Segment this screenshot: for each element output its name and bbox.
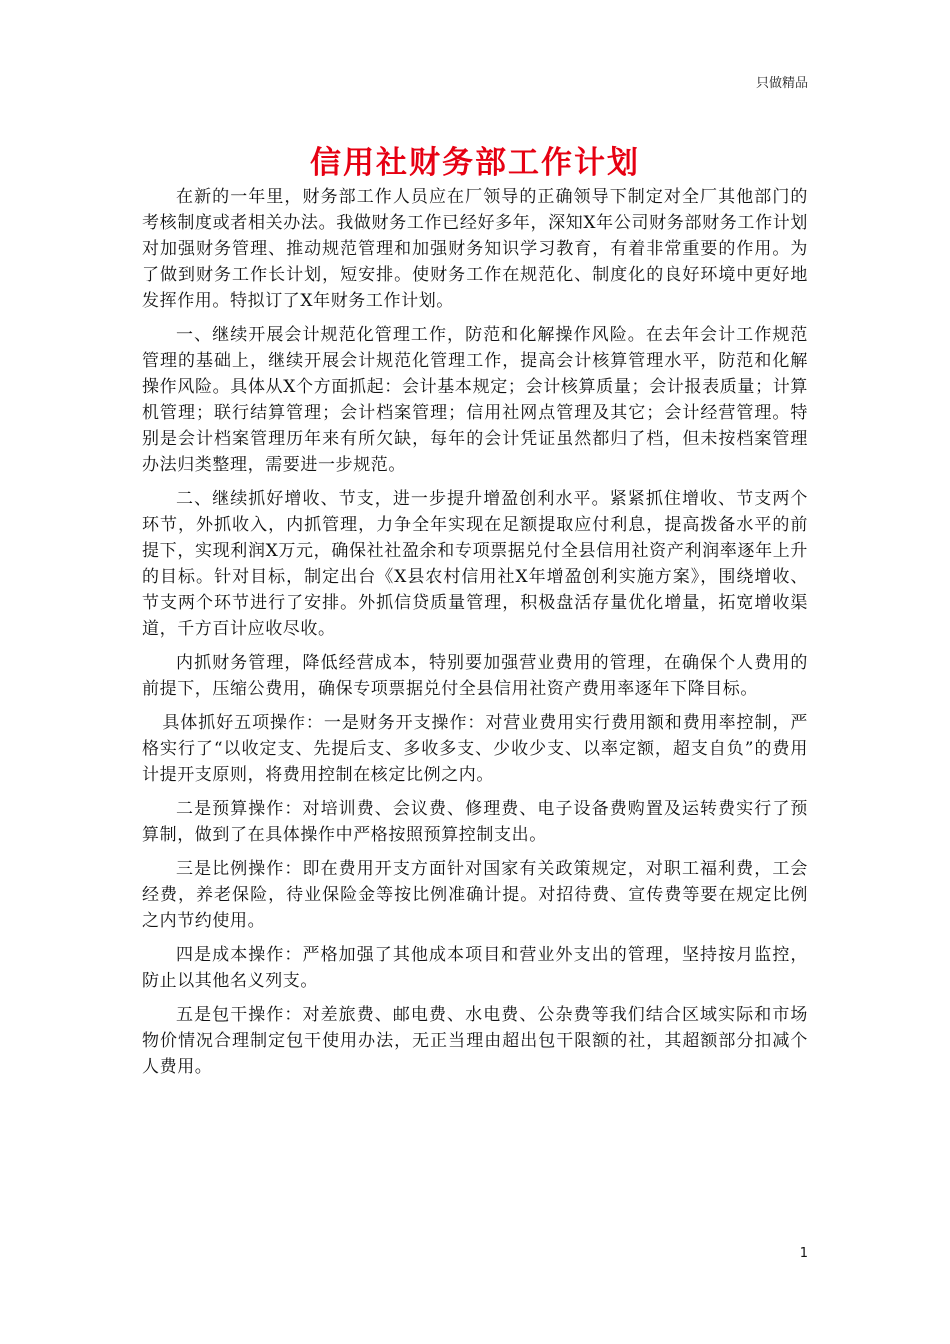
paragraph-internal-management: 内抓财务管理，降低经营成本，特别要加强营业费用的管理，在确保个人费用的前提下，压缩公费用，确保专项票据兑付全县信用社资产费用率逐年下降目标。 <box>142 653 808 699</box>
paragraph-cost-operation: 四是成本操作：严格加强了其他成本项目和营业外支出的管理，坚持按月监控，防止以其他名义列支。 <box>142 945 808 991</box>
paragraph-section-2: 二、继续抓好增收、节支，进一步提升增盈创利水平。紧紧抓住增收、节支两个环节，外抓收入，内抓管理，力争全年实现在足额提取应付利息，提高拨备水平的前提下，实现利润X万元，确保社社盈余和专项票据兑付全县信用社资产利润率逐年上升的目标。针对目标，制定出台《X县农村信用社X年增盈创利实施方案》，围绕增收、节支两个环节进行了安排。外抓信贷质量管理，积极盘活存量优化增量，拓宽增收渠道，千方百计应收尽收。 <box>142 489 808 639</box>
paragraph-section-1: 一、继续开展会计规范化管理工作，防范和化解操作风险。在去年会计工作规范管理的基础上，继续开展会计规范化管理工作，提高会计核算管理水平，防范和化解操作风险。具体从X个方面抓起：会计基本规定；会计核算质量；会计报表质量；计算机管理；联行结算管理；会计档案管理；信用社网点管理及其它；会计经营管理。特别是会计档案管理历年来有所欠缺，每年的会计凭证虽然都归了档，但未按档案管理办法归类整理，需要进一步规范。 <box>142 325 808 475</box>
paragraph-five-operations: 具体抓好五项操作：一是财务开支操作：对营业费用实行费用额和费用率控制，严格实行了“以收定支、先提后支、多收多支、少收少支、以率定额，超支自负”的费用计提开支原则，将费用控制在核定比例之内。 <box>142 713 808 785</box>
page-number: 1 <box>799 1246 808 1261</box>
header-note: 只做精品 <box>755 76 808 91</box>
paragraph-lump-sum-operation: 五是包干操作：对差旅费、邮电费、水电费、公杂费等我们结合区域实际和市场物价情况合理制定包干使用办法，无正当理由超出包干限额的社，其超额部分扣减个人费用。 <box>142 1005 808 1077</box>
document-body <box>142 184 808 1088</box>
document-title: 信用社财务部工作计划 <box>310 145 640 181</box>
paragraph-ratio-operation: 三是比例操作：即在费用开支方面针对国家有关政策规定，对职工福利费，工会经费，养老保险，待业保险金等按比例准确计提。对招待费、宣传费等要在规定比例之内节约使用。 <box>142 859 808 931</box>
paragraph-budget-operation: 二是预算操作：对培训费、会议费、修理费、电子设备费购置及运转费实行了预算制，做到了在具体操作中严格按照预算控制支出。 <box>142 799 808 845</box>
paragraph-intro: 在新的一年里，财务部工作人员应在厂领导的正确领导下制定对全厂其他部门的考核制度或者相关办法。我做财务工作已经好多年，深知X年公司财务部财务工作计划对加强财务管理、推动规范管理和加强财务知识学习教育，有着非常重要的作用。为了做到财务工作长计划，短安排。使财务工作在规范化、制度化的良好环境中更好地发挥作用。特拟订了X年财务工作计划。 <box>142 187 808 311</box>
